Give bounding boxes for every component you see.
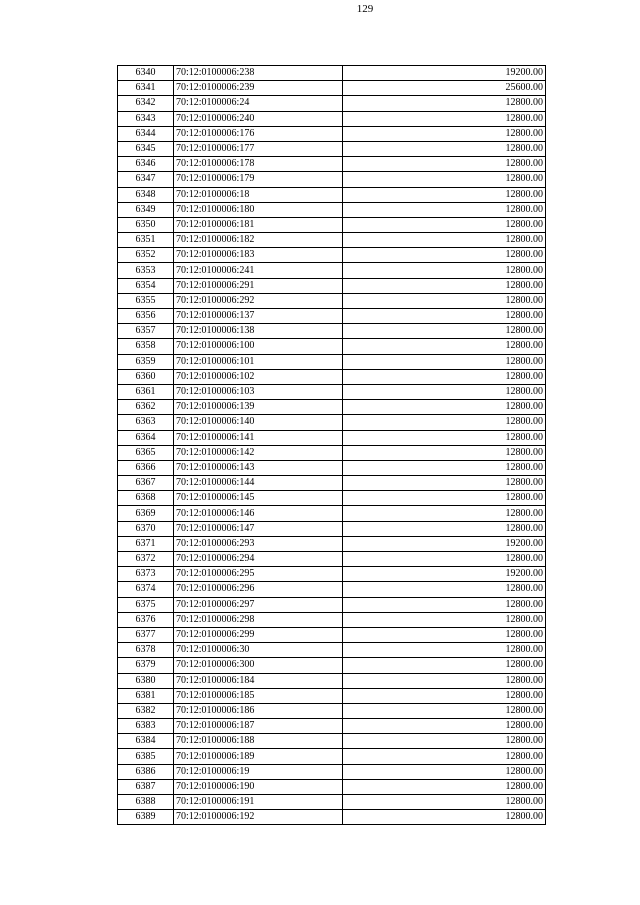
table-row [118, 172, 546, 187]
table-row [118, 233, 546, 248]
cadastral-number-cell: 70:12:0100006:299 [174, 627, 343, 642]
value-cell: 12800.00 [343, 233, 546, 248]
row-number-cell: 6362 [118, 400, 174, 415]
value-cell: 12800.00 [343, 734, 546, 749]
table-row [118, 460, 546, 475]
row-number-cell: 6389 [118, 810, 174, 825]
cadastral-number-cell: 70:12:0100006:24 [174, 96, 343, 111]
value-cell: 12800.00 [343, 248, 546, 263]
table-row [118, 354, 546, 369]
value-cell: 12800.00 [343, 369, 546, 384]
table-row [118, 309, 546, 324]
table-row [118, 719, 546, 734]
table-row [118, 278, 546, 293]
value-cell: 12800.00 [343, 263, 546, 278]
cadastral-number-cell: 70:12:0100006:182 [174, 233, 343, 248]
cadastral-number-cell: 70:12:0100006:101 [174, 354, 343, 369]
value-cell: 12800.00 [343, 582, 546, 597]
row-number-cell: 6384 [118, 734, 174, 749]
row-number-cell: 6377 [118, 627, 174, 642]
cadastral-number-cell: 70:12:0100006:19 [174, 764, 343, 779]
cadastral-number-cell: 70:12:0100006:179 [174, 172, 343, 187]
value-cell: 12800.00 [343, 339, 546, 354]
cadastral-number-cell: 70:12:0100006:297 [174, 597, 343, 612]
value-cell: 12800.00 [343, 430, 546, 445]
value-cell: 12800.00 [343, 445, 546, 460]
cadastral-number-cell: 70:12:0100006:191 [174, 795, 343, 810]
table-row [118, 217, 546, 232]
table-row [118, 126, 546, 141]
cadastral-number-cell: 70:12:0100006:140 [174, 415, 343, 430]
table-row [118, 582, 546, 597]
table-row [118, 643, 546, 658]
cadastral-number-cell: 70:12:0100006:185 [174, 688, 343, 703]
table-row [118, 81, 546, 96]
table-row [118, 384, 546, 399]
table-row [118, 445, 546, 460]
table-row [118, 658, 546, 673]
cadastral-number-cell: 70:12:0100006:144 [174, 476, 343, 491]
table-row [118, 627, 546, 642]
row-number-cell: 6349 [118, 202, 174, 217]
table-row [118, 795, 546, 810]
row-number-cell: 6364 [118, 430, 174, 445]
row-number-cell: 6381 [118, 688, 174, 703]
value-cell: 12800.00 [343, 460, 546, 475]
table-row [118, 293, 546, 308]
value-cell: 12800.00 [343, 278, 546, 293]
cadastral-number-cell: 70:12:0100006:296 [174, 582, 343, 597]
row-number-cell: 6340 [118, 66, 174, 81]
value-cell: 12800.00 [343, 476, 546, 491]
value-cell: 12800.00 [343, 141, 546, 156]
row-number-cell: 6361 [118, 384, 174, 399]
table-row [118, 141, 546, 156]
row-number-cell: 6380 [118, 673, 174, 688]
cadastral-number-cell: 70:12:0100006:142 [174, 445, 343, 460]
row-number-cell: 6343 [118, 111, 174, 126]
cadastral-number-cell: 70:12:0100006:102 [174, 369, 343, 384]
value-cell: 12800.00 [343, 400, 546, 415]
table-row [118, 187, 546, 202]
table-row [118, 248, 546, 263]
table-row [118, 734, 546, 749]
row-number-cell: 6354 [118, 278, 174, 293]
row-number-cell: 6363 [118, 415, 174, 430]
cadastral-number-cell: 70:12:0100006:100 [174, 339, 343, 354]
table-row [118, 703, 546, 718]
cadastral-number-cell: 70:12:0100006:295 [174, 567, 343, 582]
row-number-cell: 6365 [118, 445, 174, 460]
cadastral-number-cell: 70:12:0100006:189 [174, 749, 343, 764]
value-cell: 12800.00 [343, 415, 546, 430]
value-cell: 12800.00 [343, 157, 546, 172]
cadastral-number-cell: 70:12:0100006:186 [174, 703, 343, 718]
table-row [118, 66, 546, 81]
value-cell: 25600.00 [343, 81, 546, 96]
row-number-cell: 6350 [118, 217, 174, 232]
value-cell: 12800.00 [343, 96, 546, 111]
cadastral-number-cell: 70:12:0100006:190 [174, 779, 343, 794]
row-number-cell: 6374 [118, 582, 174, 597]
cadastral-number-cell: 70:12:0100006:187 [174, 719, 343, 734]
table-row [118, 810, 546, 825]
value-cell: 12800.00 [343, 506, 546, 521]
table-row [118, 339, 546, 354]
row-number-cell: 6357 [118, 324, 174, 339]
cadastral-number-cell: 70:12:0100006:176 [174, 126, 343, 141]
row-number-cell: 6375 [118, 597, 174, 612]
value-cell: 19200.00 [343, 66, 546, 81]
row-number-cell: 6347 [118, 172, 174, 187]
table-row [118, 491, 546, 506]
value-cell: 12800.00 [343, 324, 546, 339]
table-row [118, 96, 546, 111]
value-cell: 12800.00 [343, 749, 546, 764]
value-cell: 12800.00 [343, 779, 546, 794]
value-cell: 12800.00 [343, 627, 546, 642]
value-cell: 12800.00 [343, 217, 546, 232]
row-number-cell: 6342 [118, 96, 174, 111]
row-number-cell: 6386 [118, 764, 174, 779]
row-number-cell: 6359 [118, 354, 174, 369]
row-number-cell: 6346 [118, 157, 174, 172]
value-cell: 19200.00 [343, 567, 546, 582]
row-number-cell: 6358 [118, 339, 174, 354]
table-row [118, 552, 546, 567]
table-body [118, 66, 546, 825]
cadastral-number-cell: 70:12:0100006:238 [174, 66, 343, 81]
row-number-cell: 6353 [118, 263, 174, 278]
row-number-cell: 6376 [118, 612, 174, 627]
table-row [118, 430, 546, 445]
row-number-cell: 6378 [118, 643, 174, 658]
table-row [118, 324, 546, 339]
value-cell: 12800.00 [343, 172, 546, 187]
value-cell: 12800.00 [343, 552, 546, 567]
cadastral-number-cell: 70:12:0100006:291 [174, 278, 343, 293]
page-number: 129 [356, 3, 374, 15]
value-cell: 12800.00 [343, 111, 546, 126]
row-number-cell: 6388 [118, 795, 174, 810]
cadastral-number-cell: 70:12:0100006:294 [174, 552, 343, 567]
value-cell: 12800.00 [343, 612, 546, 627]
table-row [118, 749, 546, 764]
row-number-cell: 6383 [118, 719, 174, 734]
value-cell: 12800.00 [343, 810, 546, 825]
row-number-cell: 6379 [118, 658, 174, 673]
row-number-cell: 6385 [118, 749, 174, 764]
cadastral-number-cell: 70:12:0100006:293 [174, 536, 343, 551]
cadastral-number-cell: 70:12:0100006:139 [174, 400, 343, 415]
table-row [118, 202, 546, 217]
table-row [118, 673, 546, 688]
table-row [118, 415, 546, 430]
value-cell: 12800.00 [343, 521, 546, 536]
cadastral-value-table [117, 65, 546, 825]
value-cell: 12800.00 [343, 597, 546, 612]
cadastral-number-cell: 70:12:0100006:188 [174, 734, 343, 749]
table-row [118, 764, 546, 779]
row-number-cell: 6360 [118, 369, 174, 384]
cadastral-number-cell: 70:12:0100006:177 [174, 141, 343, 156]
row-number-cell: 6367 [118, 476, 174, 491]
row-number-cell: 6355 [118, 293, 174, 308]
table-row [118, 597, 546, 612]
cadastral-number-cell: 70:12:0100006:141 [174, 430, 343, 445]
cadastral-number-cell: 70:12:0100006:137 [174, 309, 343, 324]
value-cell: 12800.00 [343, 126, 546, 141]
table-row [118, 612, 546, 627]
cadastral-number-cell: 70:12:0100006:240 [174, 111, 343, 126]
value-cell: 12800.00 [343, 643, 546, 658]
cadastral-number-cell: 70:12:0100006:300 [174, 658, 343, 673]
row-number-cell: 6344 [118, 126, 174, 141]
row-number-cell: 6373 [118, 567, 174, 582]
table-row [118, 476, 546, 491]
value-cell: 12800.00 [343, 491, 546, 506]
cadastral-number-cell: 70:12:0100006:143 [174, 460, 343, 475]
cadastral-number-cell: 70:12:0100006:180 [174, 202, 343, 217]
table-row [118, 400, 546, 415]
row-number-cell: 6368 [118, 491, 174, 506]
value-cell: 12800.00 [343, 202, 546, 217]
row-number-cell: 6382 [118, 703, 174, 718]
cadastral-number-cell: 70:12:0100006:103 [174, 384, 343, 399]
row-number-cell: 6356 [118, 309, 174, 324]
cadastral-number-cell: 70:12:0100006:183 [174, 248, 343, 263]
row-number-cell: 6341 [118, 81, 174, 96]
table-row [118, 506, 546, 521]
value-cell: 12800.00 [343, 187, 546, 202]
cadastral-number-cell: 70:12:0100006:145 [174, 491, 343, 506]
value-cell: 12800.00 [343, 795, 546, 810]
table-row [118, 779, 546, 794]
cadastral-number-cell: 70:12:0100006:298 [174, 612, 343, 627]
table-row [118, 536, 546, 551]
row-number-cell: 6370 [118, 521, 174, 536]
cadastral-number-cell: 70:12:0100006:146 [174, 506, 343, 521]
row-number-cell: 6369 [118, 506, 174, 521]
cadastral-number-cell: 70:12:0100006:181 [174, 217, 343, 232]
table-row [118, 157, 546, 172]
cadastral-number-cell: 70:12:0100006:178 [174, 157, 343, 172]
cadastral-number-cell: 70:12:0100006:18 [174, 187, 343, 202]
value-cell: 12800.00 [343, 309, 546, 324]
row-number-cell: 6351 [118, 233, 174, 248]
value-cell: 12800.00 [343, 354, 546, 369]
table-row [118, 263, 546, 278]
row-number-cell: 6372 [118, 552, 174, 567]
cadastral-number-cell: 70:12:0100006:184 [174, 673, 343, 688]
row-number-cell: 6345 [118, 141, 174, 156]
table-row [118, 521, 546, 536]
cadastral-number-cell: 70:12:0100006:138 [174, 324, 343, 339]
table-row [118, 567, 546, 582]
value-cell: 12800.00 [343, 384, 546, 399]
row-number-cell: 6371 [118, 536, 174, 551]
row-number-cell: 6387 [118, 779, 174, 794]
cadastral-number-cell: 70:12:0100006:30 [174, 643, 343, 658]
cadastral-number-cell: 70:12:0100006:241 [174, 263, 343, 278]
table-row [118, 111, 546, 126]
value-cell: 12800.00 [343, 673, 546, 688]
table-row [118, 369, 546, 384]
value-cell: 12800.00 [343, 764, 546, 779]
cadastral-number-cell: 70:12:0100006:192 [174, 810, 343, 825]
row-number-cell: 6366 [118, 460, 174, 475]
cadastral-number-cell: 70:12:0100006:292 [174, 293, 343, 308]
value-cell: 12800.00 [343, 658, 546, 673]
value-cell: 12800.00 [343, 703, 546, 718]
value-cell: 12800.00 [343, 293, 546, 308]
cadastral-number-cell: 70:12:0100006:147 [174, 521, 343, 536]
row-number-cell: 6352 [118, 248, 174, 263]
value-cell: 12800.00 [343, 719, 546, 734]
row-number-cell: 6348 [118, 187, 174, 202]
value-cell: 12800.00 [343, 688, 546, 703]
table-row [118, 688, 546, 703]
value-cell: 19200.00 [343, 536, 546, 551]
cadastral-number-cell: 70:12:0100006:239 [174, 81, 343, 96]
